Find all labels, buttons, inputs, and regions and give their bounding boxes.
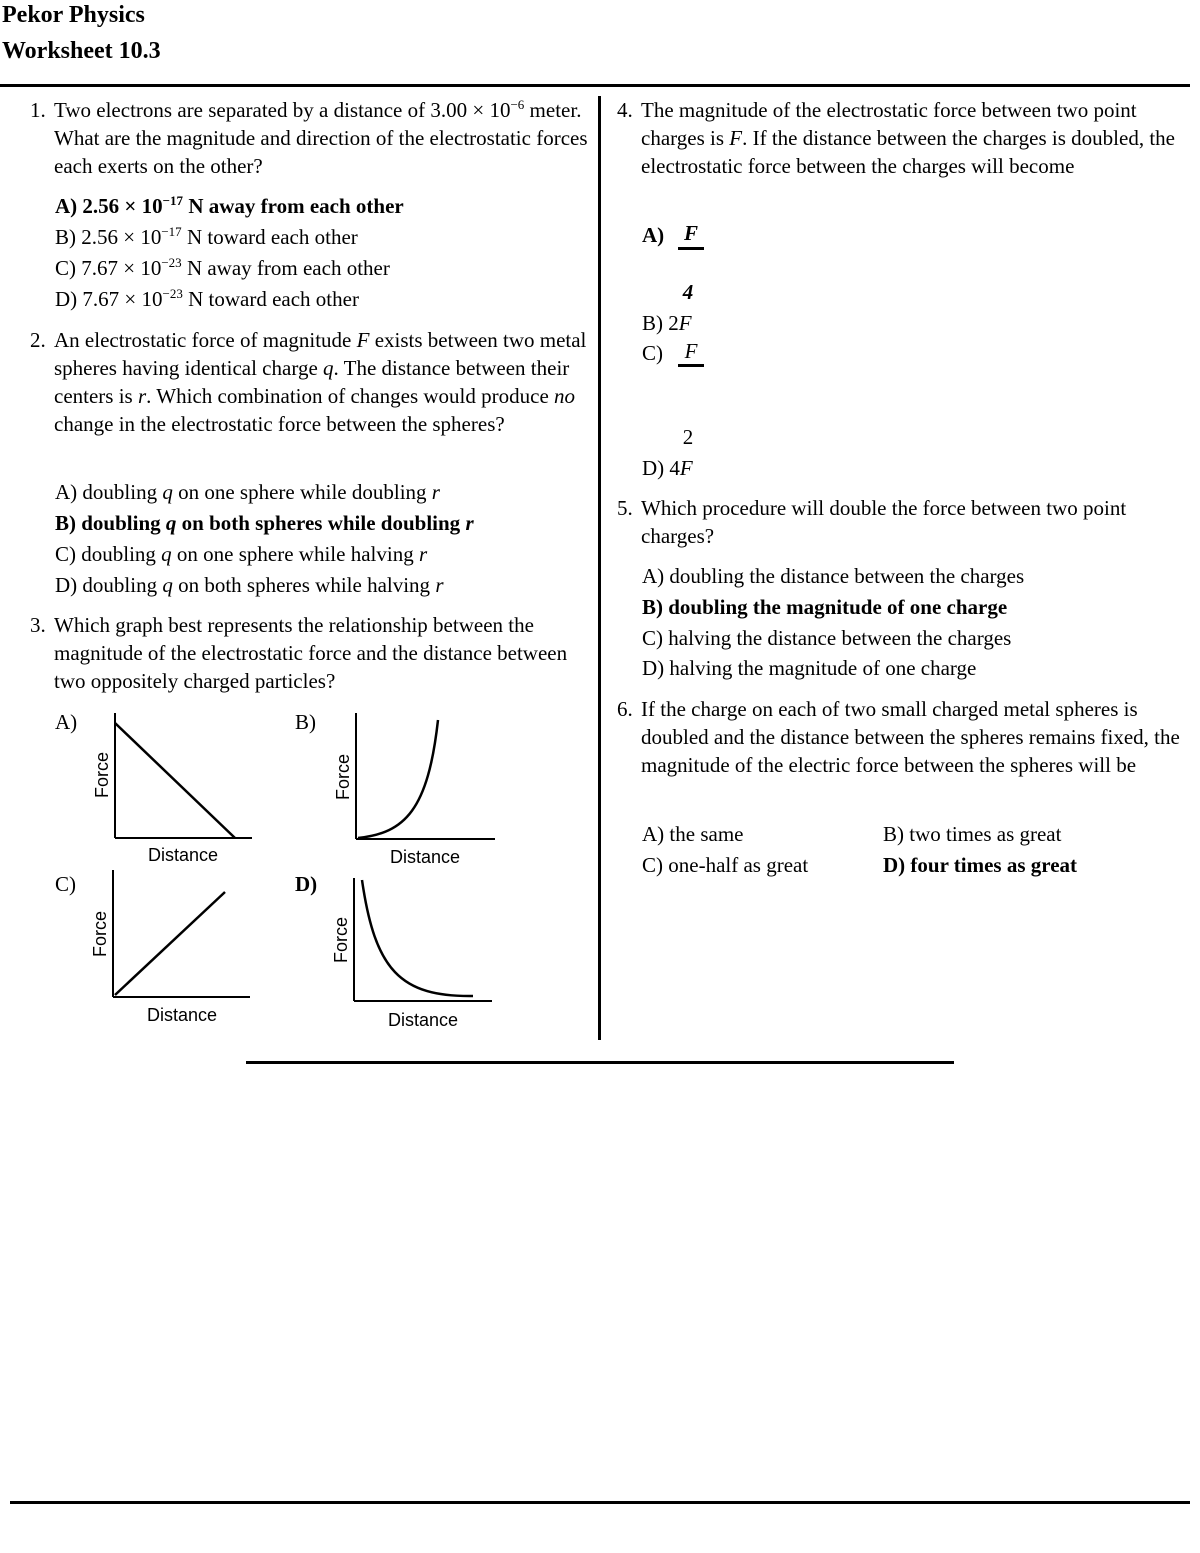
q4-option-a-numerator: F (683, 221, 698, 245)
q3-graph-b-label[interactable]: B) (295, 710, 316, 734)
q6-option-c[interactable]: C) one-half as great (642, 853, 809, 877)
y-axis-label: Force (90, 910, 110, 958)
q4-option-a-denominator: 4 (682, 280, 694, 304)
q2-option-b[interactable]: B) doubling q on both spheres while doubling r (55, 511, 474, 535)
q6-option-a[interactable]: A) the same (642, 822, 744, 846)
question-number: 3. (30, 613, 46, 637)
question-1 (30, 96, 596, 180)
q2-option-a[interactable]: A) doubling q on one sphere while doubling r (55, 480, 440, 504)
q5-option-c[interactable]: C) halving the distance between the charges (642, 626, 1012, 650)
q3-graph-c-label[interactable]: C) (55, 872, 76, 896)
q5-option-d[interactable]: D) halving the magnitude of one charge (642, 656, 977, 680)
q2-option-d[interactable]: D) doubling q on both spheres while halving r (55, 573, 444, 597)
question-stem: An electrostatic force of magnitude F exists between two metal spheres having identical charge q. The distance between their centers is r. Which combination of changes would produce no change in the electrostatic force between the spheres? (54, 328, 587, 436)
q6-option-b[interactable]: B) two times as great (883, 822, 1062, 846)
question-3 (30, 611, 596, 695)
question-number: 2. (30, 328, 46, 352)
question-2 (30, 326, 596, 438)
graph-curve-increasing-exponential (358, 720, 438, 838)
q4-option-a-fraction-bar (678, 247, 704, 250)
question-stem: The magnitude of the electrostatic force between two point charges is F. If the distance between the charges is doubled, the electrostatic force between the charges will become (641, 98, 1175, 178)
x-axis-label: Distance (389, 847, 461, 867)
q4-option-c-fraction-bar (678, 364, 704, 367)
y-axis-label: Force (92, 751, 112, 799)
x-axis-label: Distance (387, 1010, 459, 1030)
q2-option-c[interactable]: C) doubling q on one sphere while halving r (55, 542, 428, 566)
question-4 (617, 96, 1183, 180)
q1-option-d[interactable]: D) $7.67 \times 10^{-23}$ N toward each other (55, 286, 359, 311)
column-divider (598, 96, 601, 1040)
q1-option-c[interactable]: C) $7.67 \times 10^{-23}$ N away from each other (55, 255, 390, 280)
q5-option-a[interactable]: A) doubling the distance between the charges (642, 564, 1025, 588)
x-axis-label: Distance (146, 1005, 218, 1025)
q4-option-c-denominator: 2 (682, 425, 694, 449)
graph-curve-inverse-square (362, 880, 473, 996)
page-title-line1: Pekor Physics (2, 2, 145, 28)
graph-curve-linear-decreasing (115, 723, 235, 838)
q4-option-b[interactable]: B) 2F (642, 311, 692, 335)
q1-option-b[interactable]: B) $2.56 \times 10^{-17}$ N toward each other (55, 224, 358, 249)
q6-option-d[interactable]: D) four times as great (883, 853, 1078, 877)
page-title-line2: Worksheet 10.3 (2, 38, 161, 64)
y-axis-label: Force (331, 916, 351, 964)
question-6 (617, 695, 1187, 779)
question-5 (617, 494, 1183, 550)
question-number: 4. (617, 98, 633, 122)
q3-graph-d[interactable] (320, 870, 510, 1035)
q1-option-a[interactable]: A) $2.56 \times 10^{-17}$ N away from each other (55, 193, 404, 218)
question-number: 1. (30, 98, 46, 122)
header-rule (0, 84, 1190, 87)
q4-option-a[interactable]: A) (642, 223, 665, 247)
q4-option-c[interactable]: C) (642, 341, 663, 365)
q4-option-c-numerator: F (684, 339, 698, 363)
y-axis-label: Force (333, 753, 353, 801)
footer-rule (10, 1501, 1190, 1504)
q3-graph-a[interactable] (80, 705, 270, 870)
section-end-rule (246, 1061, 954, 1064)
q3-graph-c[interactable] (80, 866, 270, 1031)
q3-graph-b[interactable] (320, 705, 510, 870)
q3-graph-d-label[interactable]: D) (295, 872, 318, 896)
q4-option-d[interactable]: D) 4F (642, 456, 693, 480)
x-axis-label: Distance (147, 845, 219, 865)
question-stem: Two electrons are separated by a distance of $3.00 \times 10^{-6}$ meter. What are the magnitude and direction of the electrostatic forces each exerts on the other? (54, 97, 588, 178)
question-stem: If the charge on each of two small charged metal spheres is doubled and the distance between the spheres remains fixed, the magnitude of the electric force between the spheres will be (641, 697, 1180, 777)
graph-curve-linear-increasing (115, 892, 225, 995)
question-number: 6. (617, 697, 633, 721)
question-stem: Which procedure will double the force between two point charges? (641, 496, 1127, 548)
question-number: 5. (617, 496, 633, 520)
question-stem: Which graph best represents the relationship between the magnitude of the electrostatic force and the distance between two oppositely charged particles? (54, 613, 568, 693)
q3-graph-a-label[interactable]: A) (55, 710, 78, 734)
q5-option-b[interactable]: B) doubling the magnitude of one charge (642, 595, 1008, 619)
